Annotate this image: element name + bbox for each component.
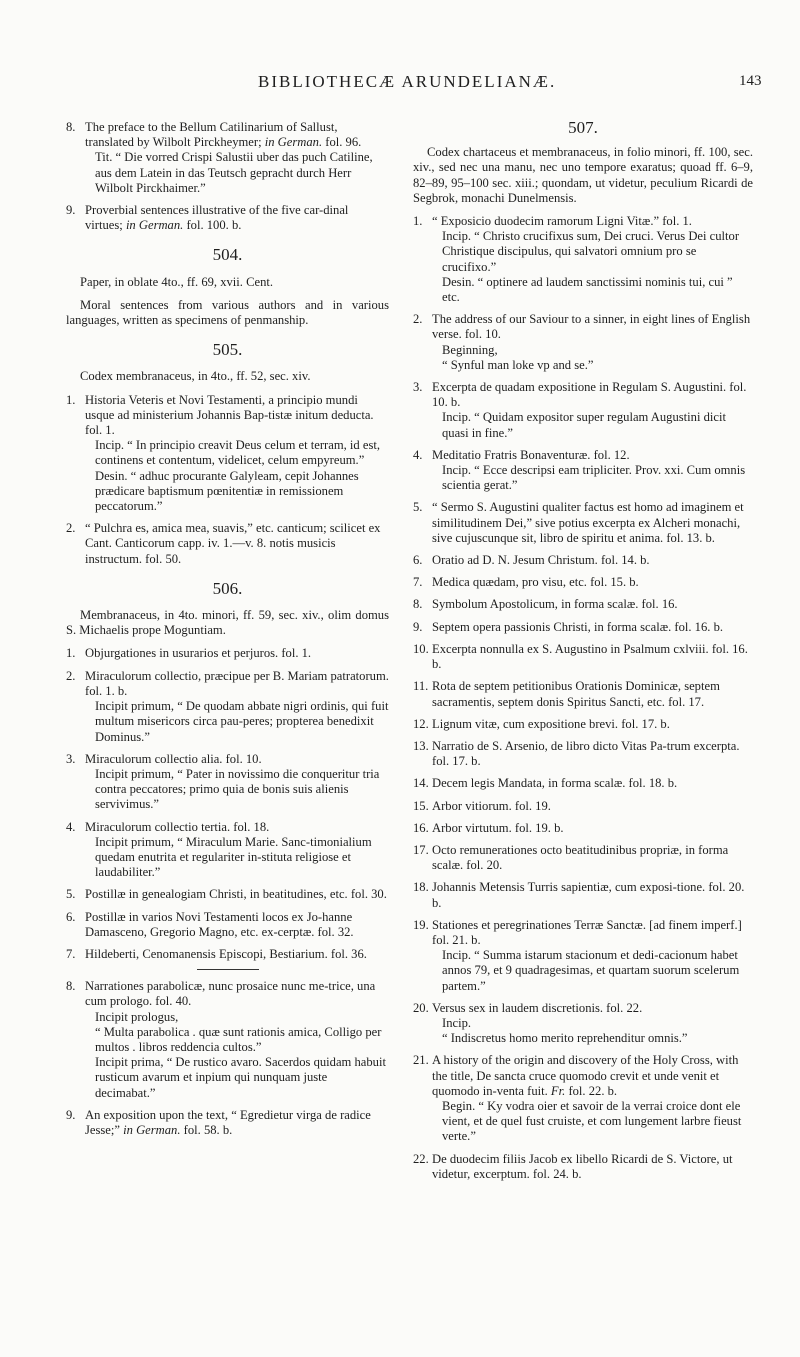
item-note: Incip. “ Summa istarum stacionum et dedi-cacionum habet annos 79, et 9 quadragesimas, et quartam suorum scelerum partem.” (442, 948, 740, 993)
item-text: Postillæ in genealogiam Christi, in beatitudines, etc. fol. 30. (85, 887, 387, 902)
running-head: BIBLIOTHECÆ ARUNDELIANÆ. (258, 72, 557, 91)
item-text: Meditatio Fratris Bonaventuræ. fol. 12. (432, 447, 630, 462)
item-number: 19. (413, 917, 429, 932)
item-number: 6. (66, 909, 76, 924)
item-note: Desin. “ adhuc procurante Galyleam, cepit Johannes prædicare baptismum pœnitentiæ in remissionem peccatorum.” (95, 468, 359, 514)
catalogue-item (413, 679, 753, 709)
item-text: Narrationes parabolicæ, nunc prosaice nunc me-trice, una cum prologo. fol. 40. (85, 979, 376, 1009)
item-text: “ Exposicio duodecim ramorum Ligni Vitæ.” fol. 1. (432, 214, 692, 229)
catalogue-item (413, 1001, 753, 1047)
item-text: Objurgationes in usurarios et perjuros. fol. 1. (85, 646, 312, 661)
item-text: Postillæ in varios Novi Testamenti locos ex Jo-hanne Damasceno, Gregorio Magno, etc. ex-cerptæ. fol. 32. (85, 909, 354, 939)
catalogue-item (413, 843, 753, 873)
item-number: 17. (413, 842, 429, 857)
catalogue-item (66, 887, 389, 902)
item-number: 5. (413, 500, 423, 515)
item-text: Decem legis Mandata, in forma scalæ. fol. 18. b. (432, 776, 678, 791)
item-text: Arbor virtutum. fol. 19. b. (432, 820, 564, 835)
item-number: 11. (413, 679, 429, 694)
item-number: 15. (413, 798, 429, 813)
item-note: Incip. “ Quidam expositor super regulam Augustini dicit quasi in fine.” (442, 410, 727, 440)
item-text: Excerpta de quadam expositione in Regulam S. Augustini. fol. 10. b. (432, 380, 747, 410)
catalogue-item (413, 620, 753, 635)
item-number: 1. (413, 214, 423, 229)
left-column (66, 120, 389, 1145)
item-note: Incipit primum, “ Miraculum Marie. Sanc-timonialium quedam enutrita et regulariter in-stituta religiose et laudabiliter.” (95, 834, 372, 880)
item-text: Versus sex in laudem discretionis. fol. 22. (432, 1000, 643, 1015)
item-number: 21. (413, 1053, 429, 1068)
catalogue-item (413, 642, 753, 672)
catalogue-item (413, 553, 753, 568)
item-text: The preface to the Bellum Catilinarium of Sallust, translated by Wilbolt Pirckheymer; in German. fol. 96. (85, 120, 362, 150)
item-number: 8. (66, 979, 76, 994)
catalogue-item (66, 669, 389, 745)
item-number: 7. (413, 575, 423, 590)
item-text: Hildeberti, Cenomanensis Episcopi, Bestiarium. fol. 36. (85, 946, 367, 961)
item-note: Incipit primum, “ Pater in novissimo die conqueritur tria contra peccatores; primo quia de bonis suis alienis servivimus.” (95, 766, 380, 812)
item-language: Fr. (550, 1083, 566, 1098)
item-note: Incip. (442, 1015, 472, 1030)
item-number: 9. (413, 619, 423, 634)
item-number: 22. (413, 1151, 429, 1166)
item-text: “ Pulchra es, amica mea, suavis,” etc. canticum; scilicet ex Cant. Canticorum capp. iv. 1.—v. 8. notis musicis instructum. fol. 50. (85, 521, 381, 566)
entry-507-description: Codex chartaceus et membranaceus, in folio minori, ff. 100, sec. xiv., sed nec una manu, nec uno tempore exaratus; quoad ff. 6–9, 82–89, 95–100 sec. xiii.; quondam, ut videtur, peculium Ricardi de Segbrok, monachi Dunelmensis. (413, 145, 753, 205)
catalogue-item (66, 646, 389, 661)
item-note: Incip. “ Christo crucifixus sum, Dei cruci. Verus Dei cultor Christique discipulus, qui salvatori omnium pro se crucifixo.” (442, 229, 740, 274)
catalogue-item (413, 575, 753, 590)
item-number: 3. (413, 380, 423, 395)
item-text: Historia Veteris et Novi Testamenti, a principio mundi usque ad ministerium Johannis Bap-tistæ initum deducta. fol. 1. (85, 392, 374, 438)
catalogue-item (66, 910, 389, 940)
item-text: Johannis Metensis Turris sapientiæ, cum exposi-tione. fol. 20. b. (432, 880, 745, 910)
catalogue-item (66, 120, 389, 196)
item-text: Oratio ad D. N. Jesum Christum. fol. 14. b. (432, 553, 650, 568)
entry-506-items-continued (66, 979, 389, 1138)
item-number: 12. (413, 716, 429, 731)
catalogue-item (66, 947, 389, 962)
catalogue-item (66, 1108, 389, 1138)
item-number: 18. (413, 880, 429, 895)
item-language: in German. (264, 135, 323, 150)
item-text: Stationes et peregrinationes Terræ Sanctæ. [ad finem imperf.] fol. 21. b. (432, 917, 742, 947)
right-column (413, 120, 753, 1189)
catalogue-item (413, 776, 753, 791)
item-note: Begin. “ Ky vodra oier et savoir de la verrai croice dont ele vient, et de quel fust cruiste, et com lungement larbre fieust verte.” (442, 1098, 742, 1144)
item-note: “ Synful man loke vp and se.” (442, 357, 594, 372)
item-text: Medica quædam, pro visu, etc. fol. 15. b. (432, 575, 639, 590)
item-language: in German. (125, 218, 184, 233)
item-note: Incip. “ In principio creavit Deus celum et terram, id est, continens et contentum, videlicet, celum empyreum.” (95, 438, 381, 468)
catalogue-item (66, 521, 389, 567)
entry-504-heading: 504. (212, 245, 243, 265)
item-language: in German. (123, 1122, 181, 1137)
catalogue-item (413, 1152, 753, 1182)
item-text: Excerpta nonnulla ex S. Augustino in Psalmum cxlviii. fol. 16. b. (432, 641, 748, 672)
item-number: 9. (66, 203, 76, 218)
catalogue-item (66, 752, 389, 813)
left-top-items (66, 120, 389, 233)
item-note: “ Multa parabolica . quæ sunt rationis amica, Colligo per multos . libros reddencia cultos.” (95, 1024, 382, 1054)
catalogue-item (413, 918, 753, 994)
item-text: Miraculorum collectio alia. fol. 10. (85, 751, 262, 766)
catalogue-item (66, 203, 389, 233)
item-number: 4. (66, 819, 76, 834)
item-number: 9. (66, 1107, 76, 1122)
entry-505-description: Codex membranaceus, in 4to., ff. 52, sec. xiv. (80, 369, 311, 384)
entry-506-heading: 506. (212, 578, 243, 598)
item-number: 1. (66, 646, 76, 661)
item-text: A history of the origin and discovery of the Holy Cross, with the title, De sancta cruce quomodo crevit et unde venit et quomodo in-venta fuit. Fr. fol. 22. b. (432, 1053, 739, 1098)
item-number: 8. (66, 120, 76, 134)
catalogue-item (413, 448, 753, 494)
item-text: Arbor vitiorum. fol. 19. (432, 798, 551, 813)
item-text: Miraculorum collectio, præcipue per B. Mariam patratorum. fol. 1. b. (85, 668, 389, 698)
item-number: 4. (413, 447, 423, 462)
item-text: Narratio de S. Arsenio, de libro dicto Vitas Pa-trum excerpta. fol. 17. b. (432, 738, 740, 769)
catalogue-item (413, 799, 753, 814)
divider (197, 969, 259, 970)
catalogue-item (413, 717, 753, 732)
item-number: 2. (413, 312, 423, 327)
item-number: 1. (66, 392, 76, 407)
catalogue-item (413, 500, 753, 546)
catalogue-item (66, 979, 389, 1101)
entry-504-description: Paper, in oblate 4to., ff. 69, xvii. Cent. (80, 274, 274, 289)
item-note: Beginning, (442, 342, 498, 357)
item-text: Rota de septem petitionibus Orationis Dominicæ, septem sacramentis, septem donis Spiritus Sancti, etc. fol. 17. (432, 679, 720, 709)
catalogue-item (413, 380, 753, 441)
item-note: “ Indiscretus homo merito reprehenditur omnis.” (442, 1031, 688, 1046)
catalogue-item (413, 597, 753, 612)
entry-504-content: Moral sentences from various authors and in various languages, written as specimens of penmanship. (66, 297, 389, 328)
page-number: 143 (739, 73, 762, 89)
item-number: 8. (413, 597, 423, 612)
item-number: 7. (66, 946, 76, 961)
item-text: An exposition upon the text, “ Egredietur virga de radice Jesse;” in German. fol. 58. b. (85, 1107, 371, 1137)
entry-507-heading: 507. (568, 118, 598, 137)
item-text: “ Sermo S. Augustini qualiter factus est homo ad imaginem et similitudinem Dei,” sive potius excerpta ex Alcheri monachi, sive cujuscunque sit, libro de spiritu et anima. fol. 13. b. (432, 500, 744, 545)
catalogue-item (413, 214, 753, 305)
item-number: 2. (66, 668, 76, 683)
catalogue-item (66, 393, 389, 515)
entry-506-items (66, 646, 389, 962)
item-note: Incipit prologus, (95, 1009, 179, 1024)
item-text: Miraculorum collectio tertia. fol. 18. (85, 819, 270, 834)
entry-505-heading: 505. (212, 340, 243, 360)
catalogue-item (413, 821, 753, 836)
item-text: The address of our Saviour to a sinner, in eight lines of English verse. fol. 10. (432, 312, 751, 342)
item-number: 20. (413, 1000, 429, 1015)
item-text: Lignum vitæ, cum expositione brevi. fol. 17. b. (432, 716, 670, 731)
item-text: Symbolum Apostolicum, in forma scalæ. fol. 16. (432, 597, 678, 612)
item-number: 2. (66, 521, 76, 536)
item-number: 14. (413, 776, 429, 791)
item-number: 6. (413, 553, 423, 568)
item-number: 5. (66, 887, 76, 902)
item-number: 3. (66, 751, 76, 766)
catalogue-item (413, 1053, 753, 1144)
item-number: 16. (413, 820, 429, 835)
item-number: 13. (413, 738, 429, 753)
item-text: De duodecim filiis Jacob ex libello Ricardi de S. Victore, ut videtur, excerptum. fol. 24. b. (432, 1151, 733, 1181)
catalogue-item (413, 739, 753, 769)
item-number: 10. (413, 641, 429, 656)
catalogue-item (413, 880, 753, 910)
entry-505-items (66, 393, 389, 567)
item-note: Desin. “ optinere ad laudem sanctissimi nominis tui, cui ” etc. (442, 274, 733, 305)
item-note: Incipit primum, “ De quodam abbate nigri ordinis, qui fuit multum misericors circa pau-peres; propterea benedixit Dominus.” (95, 699, 389, 744)
item-note: Incipit prima, “ De rustico avaro. Sacerdos quidam habuit rusticum avarum et inpium qui nunquam juste decimabat.” (95, 1055, 386, 1100)
entry-507-items (413, 214, 753, 1182)
catalogue-item (66, 820, 389, 881)
item-text: Septem opera passionis Christi, in forma scalæ. fol. 16. b. (432, 619, 724, 634)
item-text: Proverbial sentences illustrative of the five car-dinal virtues; in German. fol. 100. b. (85, 203, 349, 233)
catalogue-item (413, 312, 753, 373)
entry-506-description: Membranaceus, in 4to. minori, ff. 59, sec. xiv., olim domus S. Michaelis prope Moguntiam. (66, 608, 389, 638)
item-note: Incip. “ Ecce descripsi eam tripliciter. Prov. xxi. Cum omnis scientia gerat.” (442, 463, 746, 493)
item-note: Tit. “ Die vorred Crispi Salustii uber das puch Catiline, aus dem Latein in das Teutsch gepracht durch Herr Wilbolt Pirckhaimer.” (95, 150, 373, 195)
item-text: Octo remunerationes octo beatitudinibus propriæ, in forma scalæ. fol. 20. (432, 842, 729, 873)
